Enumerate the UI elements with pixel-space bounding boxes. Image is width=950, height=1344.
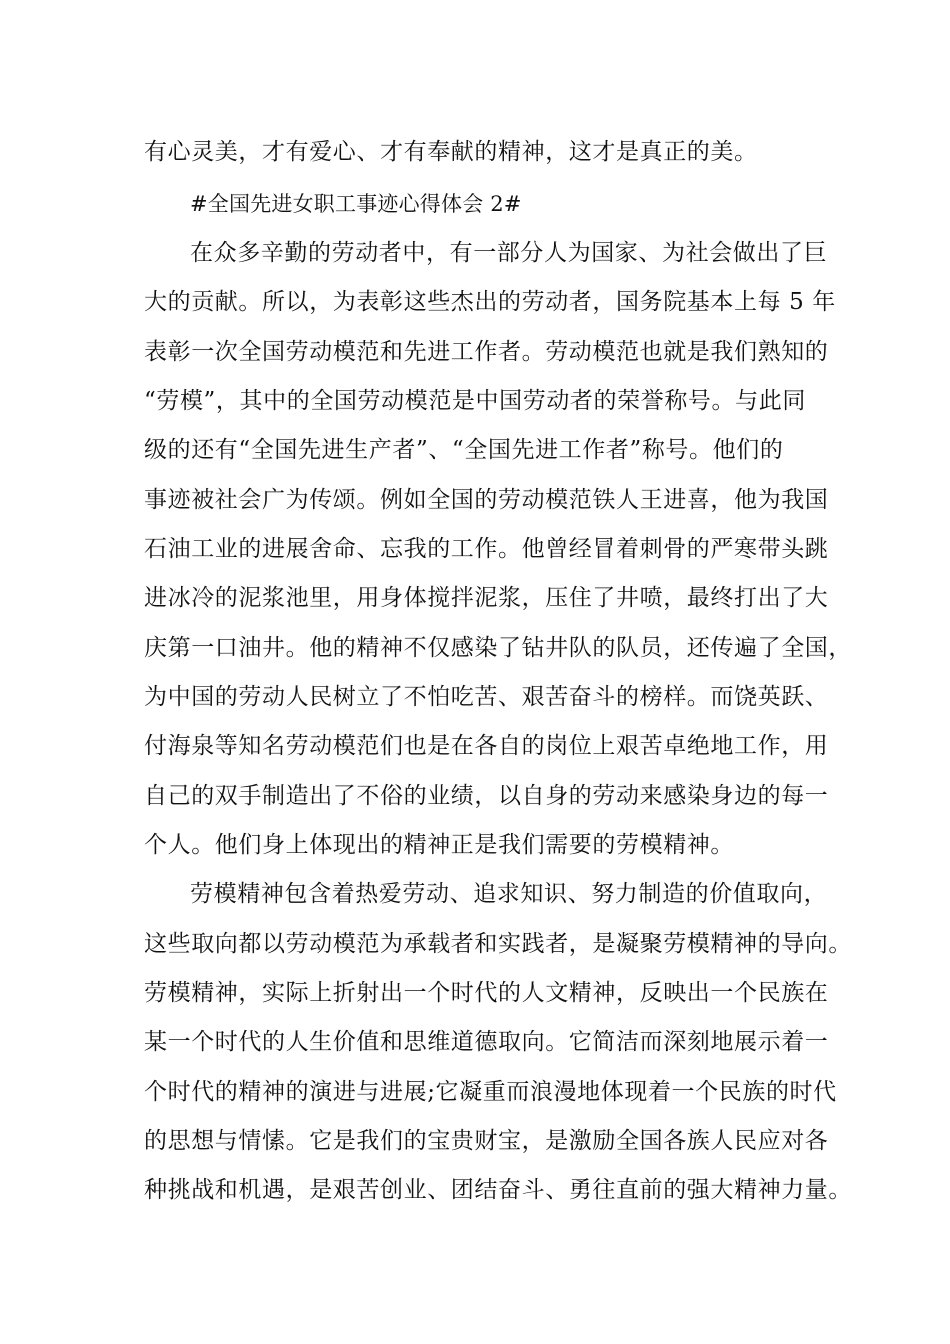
text-line: 表彰一次全国劳动模范和先进工作者。劳动模范也就是我们熟知的 (144, 339, 829, 365)
text-line: 种挑战和机遇，是艰苦创业、团结奋斗、勇往直前的强大精神力量。 (144, 1177, 852, 1203)
text-line: 为中国的劳动人民树立了不怕吃苦、艰苦奋斗的榜样。而饶英跃、 (144, 684, 829, 710)
text-line: 有心灵美，才有爱心、才有奉献的精神，这才是真正的美。 (144, 139, 758, 165)
text-line: 事迹被社会广为传颂。例如全国的劳动模范铁人王进喜，他为我国 (144, 487, 829, 513)
text-line: 在众多辛勤的劳动者中，有一部分人为国家、为社会做出了巨 (190, 240, 828, 266)
text-line: 大的贡献。所以，为表彰这些杰出的劳动者，国务院基本上每 5 年 (144, 289, 836, 315)
text-line: 付海泉等知名劳动模范们也是在各自的岗位上艰苦卓绝地工作，用 (144, 733, 829, 759)
text-line: 的思想与情愫。它是我们的宝贵财宝，是激励全国各族人民应对各 (144, 1128, 829, 1154)
text-line: 个人。他们身上体现出的精神正是我们需要的劳模精神。 (144, 832, 734, 858)
text-line: 劳模精神包含着热爱劳动、追求知识、努力制造的价值取向， (190, 881, 828, 907)
text-line: 自己的双手制造出了不俗的业绩，以自身的劳动来感染身边的每一 (144, 783, 829, 809)
text-line: “劳模”，其中的全国劳动模范是中国劳动者的荣誉称号。与此同 (144, 388, 806, 414)
text-line: 进冰冷的泥浆池里，用身体搅拌泥浆，压住了井喷，最终打出了大 (144, 585, 829, 611)
text-line: 这些取向都以劳动模范为承载者和实践者，是凝聚劳模精神的导向。 (144, 931, 852, 957)
text-line: 庆第一口油井。他的精神不仅感染了钻井队的队员，还传遍了全国， (144, 635, 852, 661)
text-line: 个时代的精神的演进与进展;它凝重而浪漫地体现着一个民族的时代 (144, 1079, 837, 1105)
text-line: 劳模精神，实际上折射出一个时代的人文精神，反映出一个民族在 (144, 980, 829, 1006)
text-line: 级的还有“全国先进生产者”、“全国先进工作者”称号。他们的 (144, 437, 784, 463)
text-line: 石油工业的进展舍命、忘我的工作。他曾经冒着刺骨的严寒带头跳 (144, 536, 829, 562)
text-line: 某一个时代的人生价值和思维道德取向。它简洁而深刻地展示着一 (144, 1029, 829, 1055)
section-heading: #全国先进女职工事迹心得体会 2# (190, 192, 522, 216)
